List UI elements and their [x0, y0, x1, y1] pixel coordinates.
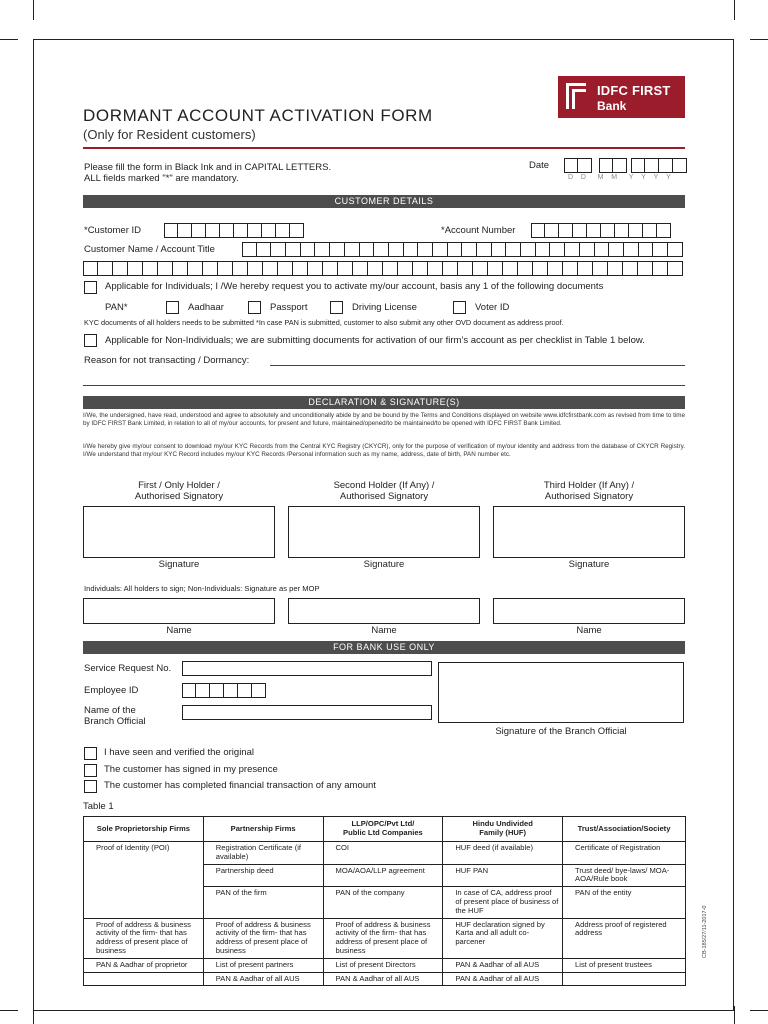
- branch-official-signature-box[interactable]: [438, 662, 684, 723]
- holder2-name-box[interactable]: [288, 598, 480, 624]
- table-cell: Trust deed/ bye-laws/ MOA-AOA/Rule book: [563, 864, 686, 887]
- table-cell: [84, 972, 204, 986]
- table-header: Trust/Association/Society: [563, 817, 686, 842]
- table-cell: PAN of the entity: [563, 887, 686, 918]
- instruction-line1: Please fill the form in Black Ink and in CAPITAL LETTERS.: [84, 162, 332, 173]
- service-request-label: Service Request No.: [84, 663, 172, 674]
- doc-aadhaar-label: Aadhaar: [188, 302, 224, 313]
- table-cell: Registration Certificate (if available): [203, 842, 323, 865]
- bank-logo: [558, 76, 685, 118]
- bank-use-header: FOR BANK USE ONLY: [83, 641, 685, 654]
- table-header: Sole Proprietorship Firms: [84, 817, 204, 842]
- table-cell: Address proof of registered address: [563, 918, 686, 958]
- employee-id-input[interactable]: [182, 683, 266, 698]
- table-cell: List of present partners: [203, 958, 323, 972]
- table-cell: PAN of the company: [323, 887, 443, 918]
- form-subtitle: (Only for Resident customers): [83, 127, 256, 142]
- table-cell: Proof of address & business activity of the firm- that has address of present place of business: [203, 918, 323, 958]
- employee-id-label: Employee ID: [84, 685, 139, 696]
- table-row: [84, 972, 686, 986]
- customer-id-input[interactable]: [164, 223, 304, 238]
- holder1-heading: First / Only Holder / Authorised Signatory: [134, 480, 224, 502]
- reason-label: Reason for not transacting / Dormancy:: [84, 355, 250, 366]
- reason-input-line1[interactable]: [270, 365, 685, 366]
- title-divider: [83, 147, 685, 149]
- document-checklist-table: [83, 816, 686, 986]
- table-row: [84, 958, 686, 972]
- table-cell: PAN & Aadhar of all AUS: [443, 972, 563, 986]
- holder1-signature-box[interactable]: [83, 506, 275, 558]
- non-individuals-checkbox[interactable]: [84, 334, 97, 347]
- table-caption: Table 1: [83, 801, 114, 812]
- table-cell: Proof of Identity (POI): [84, 842, 204, 919]
- form-code: CB-185/27/11-2017-0: [702, 905, 708, 958]
- table-header: Partnership Firms: [203, 817, 323, 842]
- table-cell: PAN & Aadhar of all AUS: [443, 958, 563, 972]
- table-cell: List of present Directors: [323, 958, 443, 972]
- signed-presence-label: The customer has signed in my presence: [104, 764, 278, 775]
- individuals-text: Applicable for Individuals; I /We hereby request you to activate my/our account, basis any 1 of the following documents: [105, 281, 604, 292]
- table-cell: HUF PAN: [443, 864, 563, 887]
- holder2-signature-box[interactable]: [288, 506, 480, 558]
- date-label: Date: [529, 160, 550, 171]
- table-cell: [563, 972, 686, 986]
- table-cell: List of present trustees: [563, 958, 686, 972]
- form-title: DORMANT ACCOUNT ACTIVATION FORM: [83, 106, 433, 125]
- declaration-para2: I/We hereby give my/our consent to download my/our KYC Records from the Central KYC Registry (CKYCR), only for the purpose of verification of my/our identity and address from the database of CKYCR Registry. I/We understand that my/our KYC Record includes my/our KYC Records /Personal information such as my name, address, date of birth, PAN number etc.: [83, 443, 685, 458]
- holder3-name-box[interactable]: [493, 598, 685, 624]
- declaration-header: DECLARATION & SIGNATURE(S): [83, 396, 685, 409]
- branch-official-input[interactable]: [182, 705, 432, 720]
- verified-original-checkbox[interactable]: [84, 747, 97, 760]
- holder3-signature-label: Signature: [568, 559, 610, 570]
- table-cell: COI: [323, 842, 443, 865]
- holder1-name-box[interactable]: [83, 598, 275, 624]
- table-row: [84, 842, 686, 865]
- holder2-heading: Second Holder (If Any) / Authorised Signatory: [333, 480, 435, 502]
- customer-details-header: CUSTOMER DETAILS: [83, 195, 685, 208]
- table-cell: PAN & Aadhar of all AUS: [203, 972, 323, 986]
- non-individuals-text: Applicable for Non-Individuals; we are submitting documents for activation of our firm’s account as per checklist in Table 1 below.: [105, 335, 645, 346]
- table-header: LLP/OPC/Pvt Ltd/ Public Ltd Companies: [323, 817, 443, 842]
- branch-official-label: Name of the Branch Official: [84, 705, 146, 727]
- table-header-row: [84, 817, 686, 842]
- holder3-signature-box[interactable]: [493, 506, 685, 558]
- logo-line2: Bank: [597, 99, 627, 113]
- individuals-checkbox[interactable]: [84, 281, 97, 294]
- doc-aadhaar-checkbox[interactable]: [166, 301, 179, 314]
- customer-id-label: *Customer ID: [84, 225, 142, 236]
- customer-name-input-1[interactable]: [242, 242, 683, 257]
- table-cell: Partnership deed: [203, 864, 323, 887]
- table-cell: PAN & Aadhar of all AUS: [323, 972, 443, 986]
- customer-name-input-2[interactable]: [83, 261, 683, 276]
- customer-name-label: Customer Name / Account Title: [84, 244, 215, 255]
- doc-passport-label: Passport: [270, 302, 308, 313]
- signed-presence-checkbox[interactable]: [84, 764, 97, 777]
- doc-voter-id-label: Voter ID: [475, 302, 510, 313]
- table-cell: HUF declaration signed by Karta and all adult co-parcener: [443, 918, 563, 958]
- doc-voter-id-checkbox[interactable]: [453, 301, 466, 314]
- table-cell: HUF deed (if available): [443, 842, 563, 865]
- declaration-para1: I/We, the undersigned, have read, understood and agree to absolutely and unconditionally abide by and be bound by the Terms and Conditions displayed on website www.idfcfirstbank.com as revised from time to time by IDFC FIRST Bank Limited, in relation to all of my/our accounts, for present and future, maintained/opened/to be maintained/to be opened with IDFC FIRST Bank Limited.: [83, 412, 685, 427]
- table-cell: Proof of address & business activity of the firm- that has address of present place of business: [84, 918, 204, 958]
- financial-transaction-checkbox[interactable]: [84, 780, 97, 793]
- holder2-name-label: Name: [371, 625, 397, 636]
- financial-transaction-label: The customer has completed financial transaction of any amount: [104, 780, 376, 791]
- table-header: Hindu Undivided Family (HUF): [443, 817, 563, 842]
- logo-line1: IDFC FIRST: [597, 83, 671, 98]
- branch-official-signature-label: Signature of the Branch Official: [495, 726, 627, 737]
- holder1-name-label: Name: [166, 625, 192, 636]
- date-input[interactable]: [564, 158, 592, 173]
- signature-note: Individuals: All holders to sign; Non-Individuals: Signature as per MOP: [84, 584, 320, 593]
- service-request-input[interactable]: [182, 661, 432, 676]
- kyc-note: KYC documents of all holders needs to be submitted *In case PAN is submitted, customer to also submit any other OVD document as address proof.: [84, 318, 564, 327]
- holder3-heading: Third Holder (If Any) / Authorised Signatory: [543, 480, 635, 502]
- holder3-name-label: Name: [576, 625, 602, 636]
- doc-driving-license-label: Driving License: [352, 302, 417, 313]
- doc-pan-label: PAN*: [105, 302, 128, 313]
- holder1-signature-label: Signature: [158, 559, 200, 570]
- table-cell: MOA/AOA/LLP agreement: [323, 864, 443, 887]
- table-cell: PAN of the firm: [203, 887, 323, 918]
- table-cell: In case of CA, address proof of present place of business of the HUF: [443, 887, 563, 918]
- verified-original-label: I have seen and verified the original: [104, 747, 254, 758]
- table-row: [84, 918, 686, 958]
- table-cell: Certificate of Registration: [563, 842, 686, 865]
- table-cell: PAN & Aadhar of proprietor: [84, 958, 204, 972]
- doc-driving-license-checkbox[interactable]: [330, 301, 343, 314]
- holder2-signature-label: Signature: [363, 559, 405, 570]
- doc-passport-checkbox[interactable]: [248, 301, 261, 314]
- account-number-input[interactable]: [531, 223, 671, 238]
- table-cell: Proof of address & business activity of the firm- that has address of present place of business: [323, 918, 443, 958]
- reason-input-line2[interactable]: [83, 385, 685, 386]
- account-number-label: *Account Number: [441, 225, 516, 236]
- instruction-line2: ALL fields marked "*" are mandatory.: [84, 173, 239, 184]
